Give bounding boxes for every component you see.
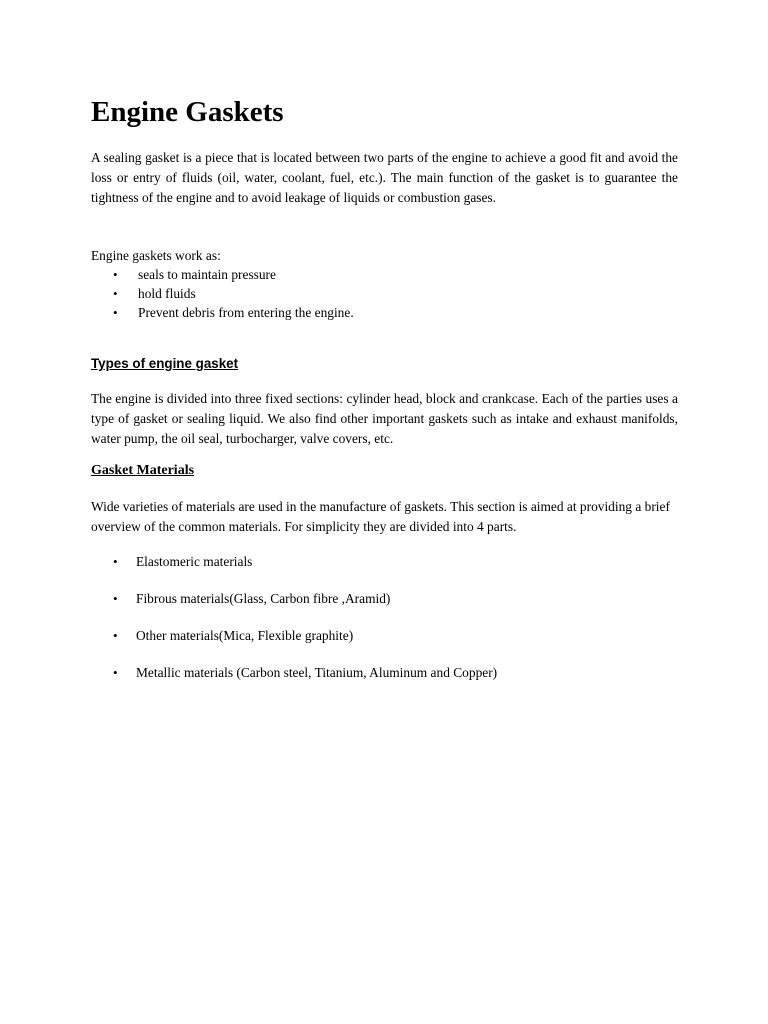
list-item: [113, 663, 497, 683]
list-item: [113, 303, 354, 322]
list-item-text: Fibrous materials(Glass, Carbon fibre ,Aramid): [136, 591, 391, 606]
list-item-text: seals to maintain pressure: [138, 267, 276, 282]
bullet-icon: •: [113, 305, 118, 320]
bullet-icon: •: [113, 665, 118, 680]
work-intro-text: Engine gaskets work as:: [91, 248, 221, 263]
list-item: [113, 589, 497, 609]
list-item-text: Metallic materials (Carbon steel, Titanium, Aluminum and Copper): [136, 665, 498, 680]
intro-paragraph: A sealing gasket is a piece that is located between two parts of the engine to achieve a good fit and avoid the loss or entry of fluids (oil, water, coolant, fuel, etc.). The main function of the gasket is to guarantee the tightness of the engine and to avoid leakage of liquids or combustion gases.: [91, 150, 678, 205]
materials-heading: Gasket Materials: [91, 463, 195, 478]
list-item: [113, 552, 497, 572]
list-item-text: Other materials(Mica, Flexible graphite): [136, 628, 354, 643]
list-item: [113, 284, 354, 303]
list-item-text: Elastomeric materials: [136, 554, 253, 569]
list-item: [113, 626, 497, 646]
work-list: [113, 265, 354, 322]
list-item-text: Prevent debris from entering the engine.: [138, 305, 354, 320]
bullet-icon: •: [113, 554, 118, 569]
document-title: Engine Gaskets: [91, 96, 284, 128]
bullet-icon: •: [113, 591, 118, 606]
types-heading: Types of engine gasket: [91, 356, 239, 371]
materials-list: [113, 552, 497, 700]
types-paragraph: The engine is divided into three fixed sections: cylinder head, block and crankcase. Each of the parties uses a type of gasket or sealing liquid. We also find other important gaskets such as intake and exhaust manifolds, water pump, the oil seal, turbocharger, valve covers, etc.: [91, 391, 678, 446]
bullet-icon: •: [113, 286, 118, 301]
bullet-icon: •: [113, 628, 118, 643]
list-item: [113, 265, 354, 284]
list-item-text: hold fluids: [138, 286, 196, 301]
bullet-icon: •: [113, 267, 118, 282]
materials-paragraph: Wide varieties of materials are used in the manufacture of gaskets. This section is aimed at providing a brief overview of the common materials. For simplicity they are divided into 4 parts.: [91, 499, 670, 534]
